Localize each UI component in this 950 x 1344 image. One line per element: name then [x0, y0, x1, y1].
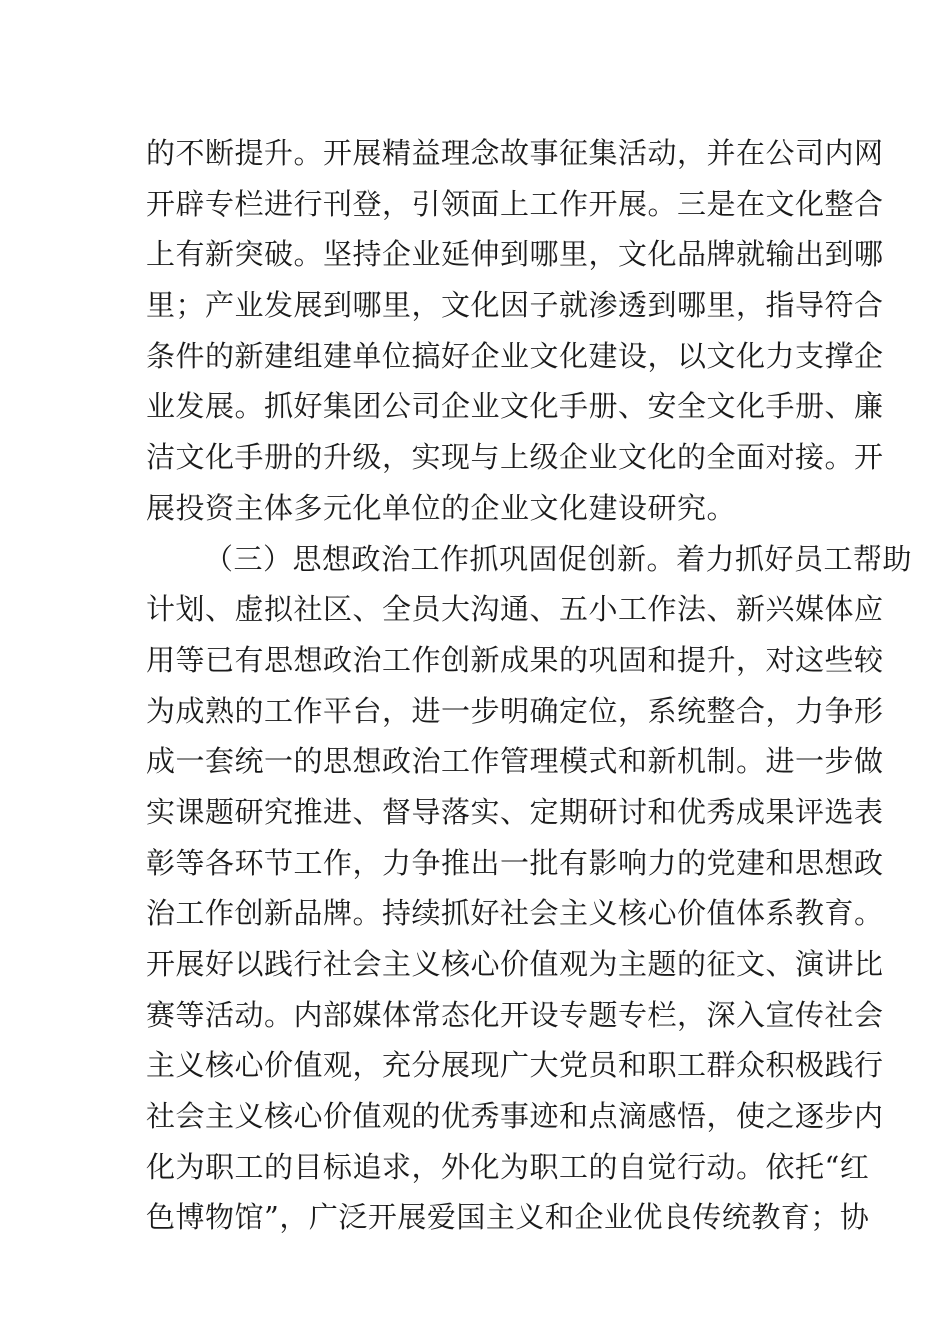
body-text — [146, 128, 913, 1243]
section-heading-line: （三）思想政治工作抓巩固促创新。着力抓好员工帮助 — [204, 541, 913, 576]
text-line: 洁文化手册的升级，实现与上级企业文化的全面对接。开 — [146, 440, 884, 475]
text-line: 治工作创新品牌。持续抓好社会主义核心价值体系教育。 — [146, 896, 884, 931]
text-line: 化为职工的目标追求，外化为职工的自觉行动。依托“红 — [146, 1149, 870, 1184]
text-line: 条件的新建组建单位搞好企业文化建设，以文化力支撑企 — [146, 338, 884, 373]
text-line: 上有新突破。坚持企业延伸到哪里，文化品牌就输出到哪 — [146, 237, 884, 272]
text-line: 里；产业发展到哪里，文化因子就渗透到哪里，指导符合 — [146, 288, 884, 323]
text-line: 用等已有思想政治工作创新成果的巩固和提升，对这些较 — [146, 642, 884, 677]
text-line: 赛等活动。内部媒体常态化开设专题专栏，深入宣传社会 — [146, 997, 884, 1032]
text-line: 开辟专栏进行刊登，引领面上工作开展。三是在文化整合 — [146, 186, 884, 221]
text-line: 社会主义核心价值观的优秀事迹和点滴感悟，使之逐步内 — [146, 1099, 884, 1134]
text-line: 实课题研究推进、督导落实、定期研讨和优秀成果评选表 — [146, 794, 884, 829]
text-line: 业发展。抓好集团公司企业文化手册、安全文化手册、廉 — [146, 389, 884, 424]
text-line: 的不断提升。开展精益理念故事征集活动，并在公司内网 — [146, 136, 884, 170]
text-line: 计划、虚拟社区、全员大沟通、五小工作法、新兴媒体应 — [146, 592, 884, 627]
text-line: 成一套统一的思想政治工作管理模式和新机制。进一步做 — [146, 744, 884, 779]
text-line: 彰等各环节工作，力争推出一批有影响力的党建和思想政 — [146, 845, 884, 880]
text-line: 开展好以践行社会主义核心价值观为主题的征文、演讲比 — [146, 947, 884, 981]
text-line: 为成熟的工作平台，进一步明确定位，系统整合，力争形 — [146, 693, 884, 728]
text-line: 色博物馆”，广泛开展爱国主义和企业优良传统教育；协 — [146, 1200, 870, 1235]
text-line: 展投资主体多元化单位的企业文化建设研究。 — [146, 490, 737, 525]
text-line: 主义核心价值观，充分展现广大党员和职工群众积极践行 — [146, 1048, 884, 1083]
